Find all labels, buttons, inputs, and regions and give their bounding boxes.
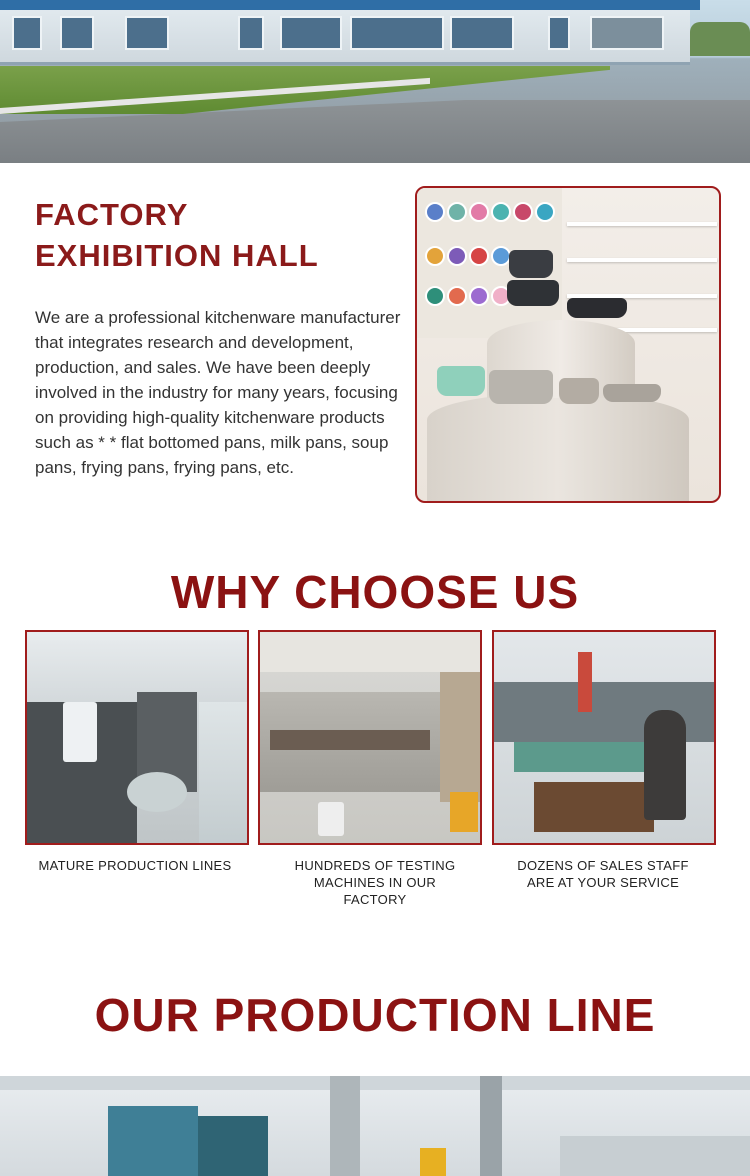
testing-machines-photo (258, 630, 482, 845)
card-caption-testing-machines: HUNDREDS OF TESTING MACHINES IN OUR FACTORY (294, 858, 456, 907)
press-machine (198, 1116, 268, 1176)
pan-graphic (603, 384, 661, 402)
card-caption-sales-staff: DOZENS OF SALES STAFF ARE AT YOUR SERVICE (517, 858, 689, 890)
pan-graphic (469, 286, 489, 306)
spray-booth (440, 672, 480, 802)
pan-graphic (447, 286, 467, 306)
card-caption-production-lines: MATURE PRODUCTION LINES (38, 858, 232, 873)
exhibition-title-line2: EXHIBITION HALL (35, 238, 319, 273)
building-window (125, 16, 169, 50)
staff-person (644, 710, 686, 820)
pan-graphic (491, 202, 511, 222)
production-lines-photo (25, 630, 249, 845)
why-choose-us-title: WHY CHOOSE US (170, 566, 580, 618)
building-doors (590, 16, 664, 50)
pan-graphic (535, 202, 555, 222)
pan-graphic (447, 246, 467, 266)
display-shelf (567, 258, 717, 262)
exhibition-title-line1: FACTORY (35, 197, 189, 232)
pot-graphic (559, 378, 599, 404)
ceiling-duct (260, 632, 480, 672)
pot-graphic (507, 280, 559, 306)
building-window (12, 16, 42, 50)
pan-graphic (491, 246, 511, 266)
production-line-photo (0, 1076, 750, 1176)
pan-graphic (425, 202, 445, 222)
display-table (427, 393, 689, 501)
building-window (280, 16, 342, 50)
exhibition-description: We are a professional kitchenware manufacturer that integrates research and development, production, and sales. We have been deeply involved in the industry for many years, focusing on providing high-quality kitchenware products such as * * flat bottomed pans, milk pans, soup pans, frying pans, frying pans, etc. (35, 308, 401, 477)
conveyor (270, 730, 430, 750)
red-banner (578, 652, 592, 712)
exhibition-hall-photo (415, 186, 721, 503)
yellow-machine (450, 792, 478, 832)
pan-graphic (469, 202, 489, 222)
column (330, 1076, 360, 1176)
bucket (318, 802, 344, 836)
machine-panel (63, 702, 97, 762)
pot-graphic (489, 370, 553, 404)
press-machine (108, 1106, 198, 1176)
equipment (560, 1136, 750, 1176)
sales-staff-photo (492, 630, 716, 845)
building-window (238, 16, 264, 50)
pan-graphic (425, 286, 445, 306)
pan-graphic (447, 202, 467, 222)
bin-graphic (127, 772, 187, 812)
yellow-machine (420, 1148, 446, 1176)
pan-graphic (425, 246, 445, 266)
column (480, 1076, 502, 1176)
pot-graphic (437, 366, 485, 396)
production-line-title: OUR PRODUCTION LINE (94, 989, 656, 1041)
building-window (450, 16, 514, 50)
ceiling (0, 1076, 750, 1090)
trees (690, 22, 750, 56)
building-window (548, 16, 570, 50)
building-window (60, 16, 94, 50)
pan-graphic (469, 246, 489, 266)
factory-exterior-photo (0, 0, 750, 163)
building-roof-band (0, 0, 700, 10)
exhibition-title (35, 194, 395, 276)
pot-graphic (509, 250, 553, 278)
display-shelf (567, 222, 717, 226)
table (534, 782, 654, 832)
building-window (350, 16, 444, 50)
pan-graphic-dark (567, 298, 627, 318)
pan-graphic (513, 202, 533, 222)
aisle (199, 702, 247, 843)
